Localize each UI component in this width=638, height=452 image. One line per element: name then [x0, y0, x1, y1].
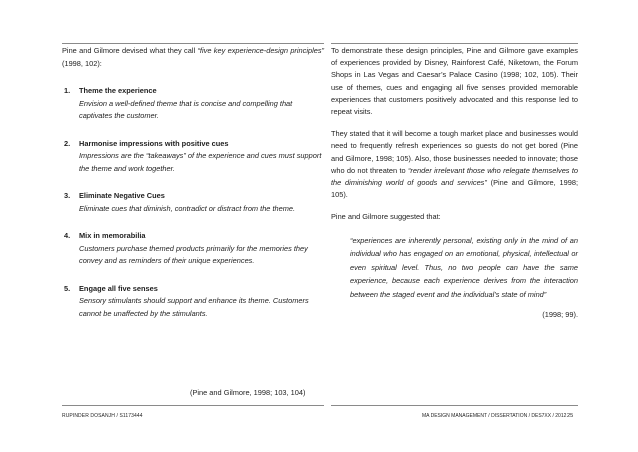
footer-course: MA DESIGN MANAGEMENT / DISSERTATION / DES7XX / 2012: [422, 413, 567, 419]
item-body: Customers purchase themed products primarily for the memories they convey and as reminders of their unique experiences.: [79, 243, 308, 265]
right-paragraph-3: Pine and Gilmore suggested that:: [331, 212, 441, 222]
list-item: [62, 138, 324, 176]
right-paragraph-2: [331, 128, 578, 201]
block-quote: “experiences are inherently personal, existing only in the mind of an individual who has engaged on an emotional, physical, intellectual or even spiritual level. Thus, no two people can have the same experience, because each experience derives from the interaction between the staged event and the individual’s state of mind”: [350, 235, 578, 300]
right-paragraph-1: To demonstrate these design principles, Pine and Gilmore gave examples of experiences provided by Disney, Rainforest Café, Niketown, the Forum Shops in Las Vegas and Caesar’s Palace Casino (1998; 102, 105). Their use of themes, cues and engaging all five senses provided memorable experiences that customers positively advocated and this response led to repeat visits.: [331, 46, 578, 117]
right-top-rule: [331, 43, 578, 44]
intro-citation: (1998, 102):: [62, 58, 102, 68]
item-number: 2.: [64, 138, 71, 148]
left-citation: (Pine and Gilmore, 1998; 103, 104): [190, 388, 306, 397]
item-number: 5.: [64, 283, 71, 293]
page-number: 25: [567, 413, 574, 419]
item-body: Eliminate cues that diminish, contradict or distract from the theme.: [79, 203, 296, 213]
left-bottom-rule: [62, 405, 324, 406]
item-number: 4.: [64, 231, 71, 240]
item-body: Impressions are the “takeaways” of the experience and cues must support the theme and work together.: [79, 151, 322, 173]
para2-text: They stated that it will become a tough market place and businesses would need to frequently refresh experiences so guests do not get bored (Pine and Gilmore, 1998; 105). Also, those businesses needed to innovate; those who do not threaten to: [331, 129, 578, 175]
list-item: [62, 85, 324, 123]
intro-text: Pine and Gilmore devised what they call: [62, 46, 198, 55]
list-item: [62, 190, 324, 215]
item-number: 3.: [64, 191, 71, 200]
item-title: Mix in memorabilia: [79, 231, 146, 240]
item-title: Harmonise impressions with positive cues: [79, 138, 229, 148]
item-body: Envision a well-defined theme that is concise and compelling that captivates the customer.: [79, 98, 293, 120]
left-top-rule: [62, 43, 324, 44]
item-title: Eliminate Negative Cues: [79, 191, 165, 200]
left-intro: [62, 45, 324, 70]
principles-list: [62, 85, 324, 320]
item-body: Sensory stimulants should support and enhance its theme. Customers cannot be unaffected by the stimulants.: [79, 296, 309, 318]
right-column: [331, 45, 578, 321]
list-item: [62, 283, 324, 321]
para2-quote: “render irrelevant those who relegate themselves to the diminishing world of goods and services”: [331, 165, 578, 188]
right-bottom-rule: [331, 405, 578, 406]
item-title: Engage all five senses: [79, 283, 158, 293]
item-number: 1.: [64, 86, 71, 95]
list-item: [62, 230, 324, 268]
left-column: [62, 45, 324, 320]
quote-citation: (1998; 99).: [542, 309, 578, 319]
item-title: Theme the experience: [79, 86, 157, 95]
para2-citation: (Pine and Gilmore, 1998; 105).: [331, 178, 578, 200]
intro-quote: “five key experience-design principles”: [197, 46, 325, 55]
footer-author: RUPINDER DOSANJH / S1173444: [62, 413, 143, 419]
